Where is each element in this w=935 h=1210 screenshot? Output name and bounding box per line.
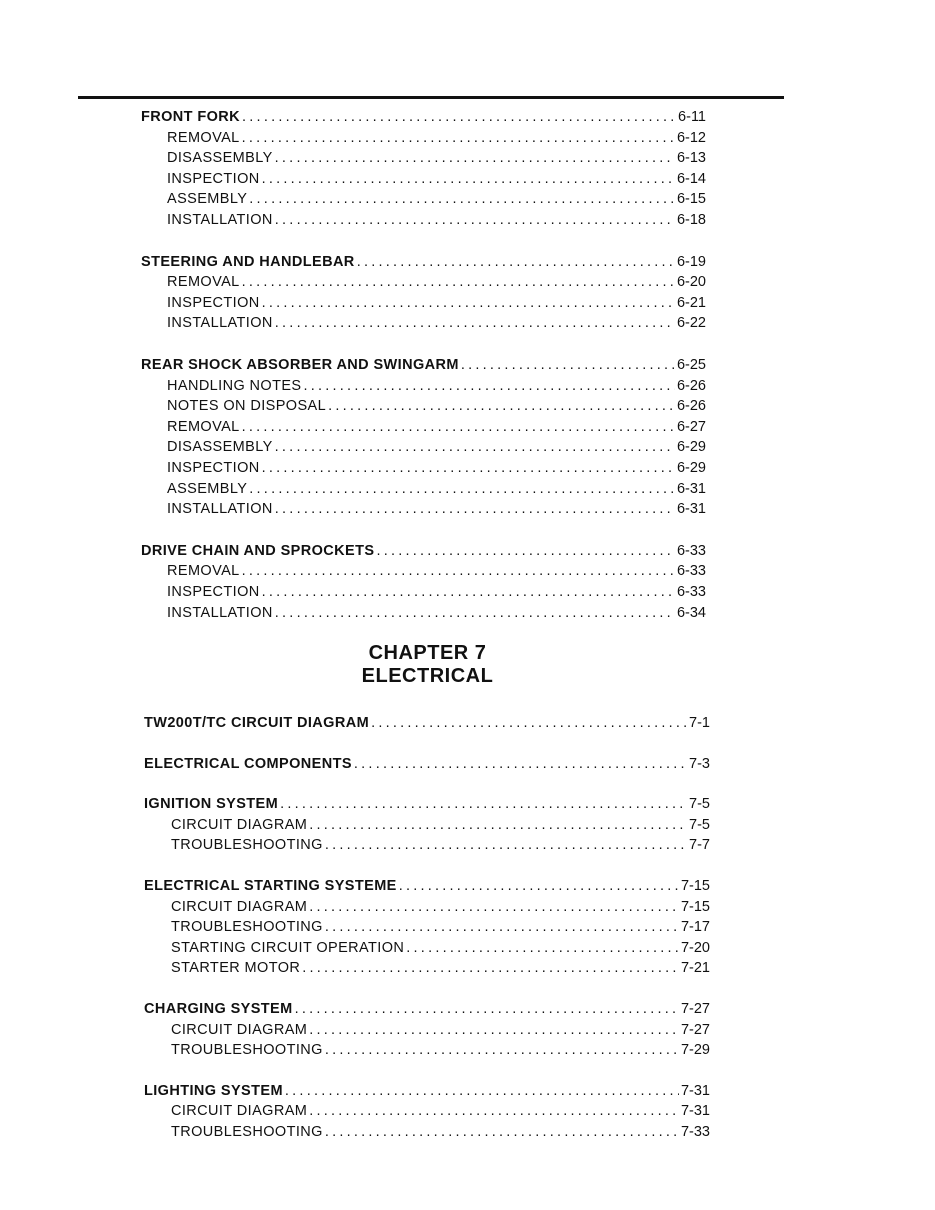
- toc-entry-label: INSPECTION: [167, 170, 260, 187]
- toc-section: [144, 714, 710, 732]
- toc-section-page: 7-15: [680, 878, 710, 894]
- toc-entry: [171, 898, 710, 916]
- toc-section: [141, 253, 706, 271]
- toc-entry-page: 7-31: [680, 1103, 710, 1120]
- toc-entry-page: 6-27: [676, 418, 706, 435]
- toc-entry: [167, 294, 706, 312]
- toc-entry-page: 6-18: [676, 212, 706, 228]
- toc-entry-label: STARTER MOTOR: [171, 960, 301, 977]
- toc-entry: [171, 939, 710, 957]
- toc-entry-label: ASSEMBLY: [167, 191, 248, 208]
- toc-entry-page: 6-12: [676, 129, 706, 146]
- dot-leader: [302, 959, 679, 977]
- toc-entry: [171, 1021, 710, 1039]
- dot-leader: [242, 562, 675, 580]
- toc-entry-label: TROUBLESHOOTING: [171, 919, 323, 936]
- toc-entry: [167, 273, 706, 291]
- toc-section-page: 6-25: [676, 357, 706, 373]
- toc-entry-label: INSTALLATION: [167, 315, 273, 332]
- toc-entry-label: REMOVAL: [167, 418, 240, 435]
- toc-entry: [171, 1041, 710, 1059]
- toc-entry: [171, 836, 710, 854]
- toc-entry-label: NOTES ON DISPOSAL: [167, 398, 327, 415]
- toc-entry-label: REMOVAL: [167, 563, 240, 580]
- toc-entry-page: 6-31: [676, 480, 706, 497]
- toc-entry-page: 7-29: [680, 1042, 710, 1059]
- toc-section: [144, 1082, 710, 1100]
- toc-entry-label: CIRCUIT DIAGRAM: [171, 1103, 308, 1120]
- toc-section: [144, 795, 710, 813]
- toc-entry: [167, 211, 706, 229]
- toc-entry-label: CIRCUIT DIAGRAM: [171, 816, 308, 833]
- dot-leader: [309, 898, 679, 916]
- toc-entry-page: 6-33: [676, 584, 706, 600]
- toc-section-page: 6-33: [676, 542, 706, 559]
- toc-section-page: 7-31: [680, 1082, 710, 1099]
- toc-entry-label: INSPECTION: [167, 294, 260, 311]
- dot-leader: [280, 795, 687, 813]
- toc-entry-label: INSTALLATION: [167, 604, 273, 621]
- dot-leader: [242, 129, 675, 147]
- toc-entry: [167, 604, 706, 622]
- dot-leader: [325, 918, 679, 936]
- dot-leader: [328, 397, 675, 415]
- dot-leader: [304, 377, 675, 395]
- toc-entry: [167, 459, 706, 477]
- toc-entry: [171, 1102, 710, 1120]
- dot-leader: [295, 1000, 679, 1018]
- toc-section-label: STEERING AND HANDLEBAR: [141, 253, 355, 270]
- toc-entry-label: INSTALLATION: [167, 501, 273, 518]
- dot-leader: [249, 190, 675, 208]
- toc-entry-page: 6-26: [676, 377, 706, 394]
- toc-section-page: 6-11: [678, 109, 706, 125]
- toc-entry-page: 6-31: [676, 501, 706, 518]
- dot-leader: [262, 294, 675, 312]
- toc-section-page: 7-5: [689, 796, 710, 813]
- dot-leader: [399, 877, 679, 895]
- toc-entry-page: 6-29: [676, 439, 706, 456]
- toc-section-label: ELECTRICAL STARTING SYSTEME: [144, 878, 397, 894]
- toc-entry: [167, 418, 706, 436]
- dot-leader: [309, 1102, 679, 1120]
- dot-leader: [275, 149, 675, 167]
- toc-entry-label: CIRCUIT DIAGRAM: [171, 1021, 308, 1038]
- toc-entry: [171, 959, 710, 977]
- toc-entry: [171, 816, 710, 834]
- toc-entry: [167, 583, 706, 601]
- dot-leader: [325, 836, 687, 854]
- toc-entry-page: 6-29: [676, 460, 706, 476]
- toc-entry: [167, 190, 706, 208]
- toc-section: [141, 108, 706, 126]
- toc-entry: [167, 562, 706, 580]
- toc-entry-page: 6-15: [676, 191, 706, 208]
- toc-entry: [167, 149, 706, 167]
- toc-entry: [167, 397, 706, 415]
- toc-entry: [167, 170, 706, 188]
- dot-leader: [371, 714, 687, 732]
- toc-entry-page: 6-34: [676, 604, 706, 621]
- toc-entry-label: TROUBLESHOOTING: [171, 1124, 323, 1140]
- dot-leader: [309, 816, 687, 834]
- dot-leader: [376, 542, 675, 560]
- dot-leader: [354, 755, 687, 773]
- toc-section-page: 7-27: [680, 1001, 710, 1017]
- toc-entry-label: ASSEMBLY: [167, 480, 248, 497]
- dot-leader: [461, 356, 675, 374]
- toc-section-page: 7-3: [689, 755, 710, 772]
- toc-entry: [167, 314, 706, 332]
- toc-entry-page: 6-33: [676, 563, 706, 580]
- dot-leader: [249, 480, 675, 498]
- toc-section-label: FRONT FORK: [141, 109, 241, 125]
- dot-leader: [325, 1041, 679, 1059]
- toc-entry-page: 7-27: [680, 1021, 710, 1038]
- toc-section-label: REAR SHOCK ABSORBER AND SWINGARM: [141, 357, 459, 373]
- toc-entry-page: 7-20: [680, 939, 710, 956]
- toc-entry: [167, 500, 706, 518]
- toc-section-label: ELECTRICAL COMPONENTS: [144, 755, 352, 772]
- toc-entry-label: TROUBLESHOOTING: [171, 837, 323, 854]
- toc-section: [141, 542, 706, 560]
- dot-leader: [275, 438, 675, 456]
- dot-leader: [275, 500, 675, 518]
- toc-section-label: DRIVE CHAIN AND SPROCKETS: [141, 542, 375, 559]
- toc-entry-label: INSPECTION: [167, 584, 260, 600]
- toc-entry-page: 6-21: [676, 294, 706, 311]
- toc-section-page: 7-1: [689, 715, 710, 731]
- dot-leader: [275, 314, 675, 332]
- dot-leader: [262, 459, 675, 477]
- toc-entry-label: DISASSEMBLY: [167, 439, 273, 456]
- dot-leader: [325, 1123, 679, 1141]
- toc-entry-label: CIRCUIT DIAGRAM: [171, 898, 308, 915]
- toc-entry-label: INSTALLATION: [167, 212, 273, 228]
- toc-entry: [167, 480, 706, 498]
- toc-entry-label: REMOVAL: [167, 274, 240, 291]
- toc-section: [144, 1000, 710, 1018]
- toc-section-label: TW200T/TC CIRCUIT DIAGRAM: [144, 715, 370, 731]
- dot-leader: [309, 1021, 679, 1039]
- chapter-heading: CHAPTER 7: [368, 642, 487, 664]
- toc-entry-page: 7-7: [689, 837, 710, 854]
- toc-entry-label: HANDLING NOTES: [167, 377, 302, 394]
- toc-section-label: CHARGING SYSTEM: [144, 1001, 293, 1017]
- toc-section-label: IGNITION SYSTEM: [144, 796, 279, 813]
- chapter-title: ELECTRICAL: [361, 665, 494, 687]
- dot-leader: [357, 253, 675, 271]
- toc-entry-page: 7-21: [680, 960, 710, 977]
- toc-entry: [167, 377, 706, 395]
- toc-entry-label: DISASSEMBLY: [167, 150, 273, 167]
- toc-entry-page: 6-20: [676, 274, 706, 291]
- toc-entry-page: 7-17: [680, 919, 710, 936]
- dot-leader: [275, 604, 675, 622]
- toc-entry-page: 6-22: [676, 315, 706, 332]
- toc-entry: [171, 1123, 710, 1141]
- toc-section: [144, 877, 710, 895]
- dot-leader: [406, 939, 679, 957]
- toc-entry-page: 7-33: [680, 1124, 710, 1140]
- toc-entry: [171, 918, 710, 936]
- dot-leader: [242, 273, 675, 291]
- toc-entry-label: STARTING CIRCUIT OPERATION: [171, 939, 405, 956]
- dot-leader: [262, 583, 675, 601]
- top-rule: [78, 96, 784, 99]
- toc-entry-label: TROUBLESHOOTING: [171, 1042, 323, 1059]
- toc-entry: [167, 129, 706, 147]
- toc-entry-page: 6-26: [676, 398, 706, 415]
- toc-entry-page: 6-14: [676, 170, 706, 187]
- toc-entry-page: 7-5: [689, 816, 710, 833]
- toc-entry-label: REMOVAL: [167, 129, 240, 146]
- dot-leader: [262, 170, 675, 188]
- toc-section: [141, 356, 706, 374]
- toc-entry-page: 7-15: [680, 898, 710, 915]
- toc-section: [144, 755, 710, 773]
- toc-entry-label: INSPECTION: [167, 460, 260, 476]
- dot-leader: [242, 108, 676, 126]
- dot-leader: [285, 1082, 679, 1100]
- toc-section-label: LIGHTING SYSTEM: [144, 1082, 283, 1099]
- toc-entry: [167, 438, 706, 456]
- toc-section-page: 6-19: [676, 253, 706, 270]
- toc-entry-page: 6-13: [676, 150, 706, 167]
- dot-leader: [242, 418, 675, 436]
- dot-leader: [275, 211, 675, 229]
